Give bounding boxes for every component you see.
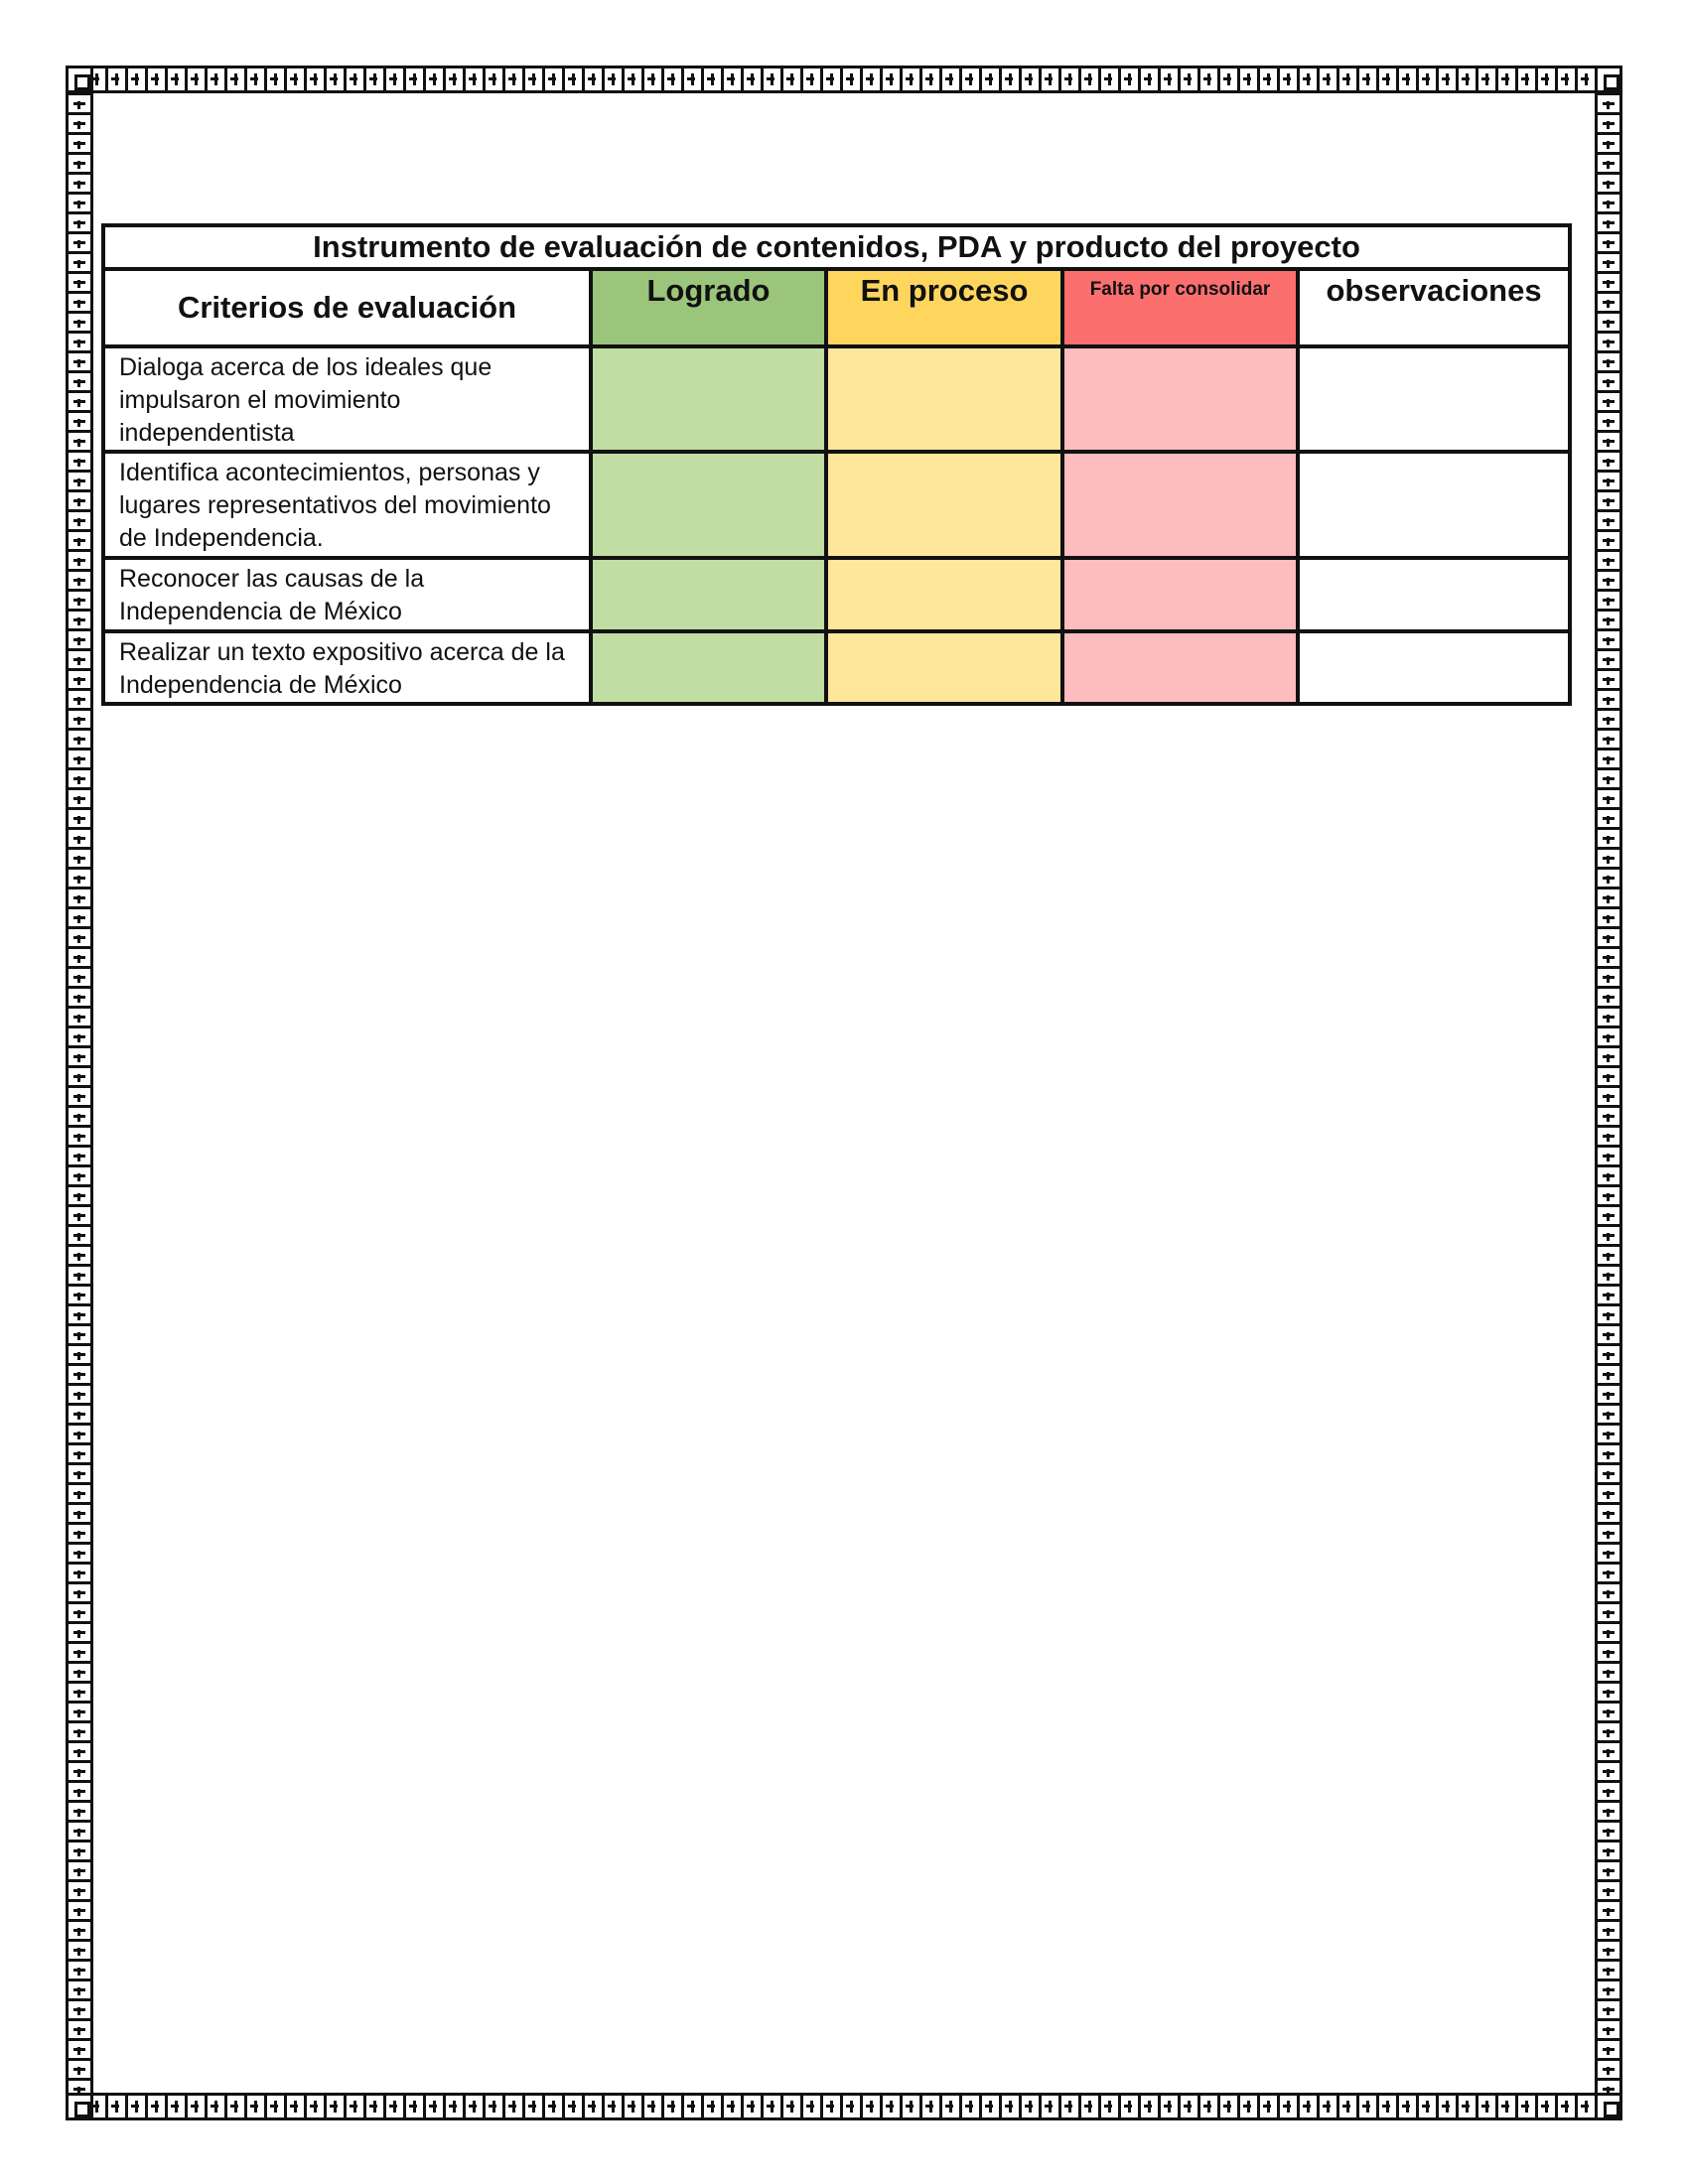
- achieved-check-cell[interactable]: [591, 346, 826, 452]
- to-consolidate-check-cell[interactable]: [1062, 452, 1298, 558]
- evaluation-table: [101, 223, 1572, 706]
- border-corner-top-left: [66, 66, 93, 93]
- in-process-check-cell[interactable]: [826, 558, 1062, 631]
- table-row: [103, 452, 1570, 558]
- table-row: [103, 631, 1570, 704]
- to-consolidate-check-cell[interactable]: [1062, 346, 1298, 452]
- in-process-check-cell[interactable]: [826, 452, 1062, 558]
- to-consolidate-check-cell[interactable]: [1062, 558, 1298, 631]
- achieved-check-cell[interactable]: [591, 452, 826, 558]
- border-top: [66, 66, 1622, 93]
- table-row: [103, 558, 1570, 631]
- observations-cell[interactable]: [1298, 558, 1570, 631]
- border-left: [66, 66, 93, 2120]
- to-consolidate-check-cell[interactable]: [1062, 631, 1298, 704]
- border-corner-bottom-right: [1595, 2093, 1622, 2120]
- header-to-consolidate: Falta por consolidar: [1062, 269, 1298, 346]
- criterion-cell: Realizar un texto expositivo acerca de la Independencia de México: [103, 631, 591, 704]
- header-achieved: Logrado: [591, 269, 826, 346]
- criterion-cell: Dialoga acerca de los ideales que impulsaron el movimiento independentista: [103, 346, 591, 452]
- border-corner-top-right: [1595, 66, 1622, 93]
- border-right: [1595, 66, 1622, 2120]
- achieved-check-cell[interactable]: [591, 558, 826, 631]
- observations-cell[interactable]: [1298, 346, 1570, 452]
- achieved-check-cell[interactable]: [591, 631, 826, 704]
- table-row: [103, 346, 1570, 452]
- criterion-cell: Reconocer las causas de la Independencia de México: [103, 558, 591, 631]
- criterion-cell: Identifica acontecimientos, personas y lugares representativos del movimiento de Independencia.: [103, 452, 591, 558]
- table-title-row: [103, 225, 1570, 269]
- border-corner-bottom-left: [66, 2093, 93, 2120]
- in-process-check-cell[interactable]: [826, 631, 1062, 704]
- observations-cell[interactable]: [1298, 631, 1570, 704]
- in-process-check-cell[interactable]: [826, 346, 1062, 452]
- header-criteria: Criterios de evaluación: [103, 269, 591, 346]
- header-in-process: En proceso: [826, 269, 1062, 346]
- border-bottom: [66, 2093, 1622, 2120]
- observations-cell[interactable]: [1298, 452, 1570, 558]
- table-header-row: [103, 269, 1570, 346]
- header-observations: observaciones: [1298, 269, 1570, 346]
- table-title: Instrumento de evaluación de contenidos, PDA y producto del proyecto: [103, 225, 1570, 269]
